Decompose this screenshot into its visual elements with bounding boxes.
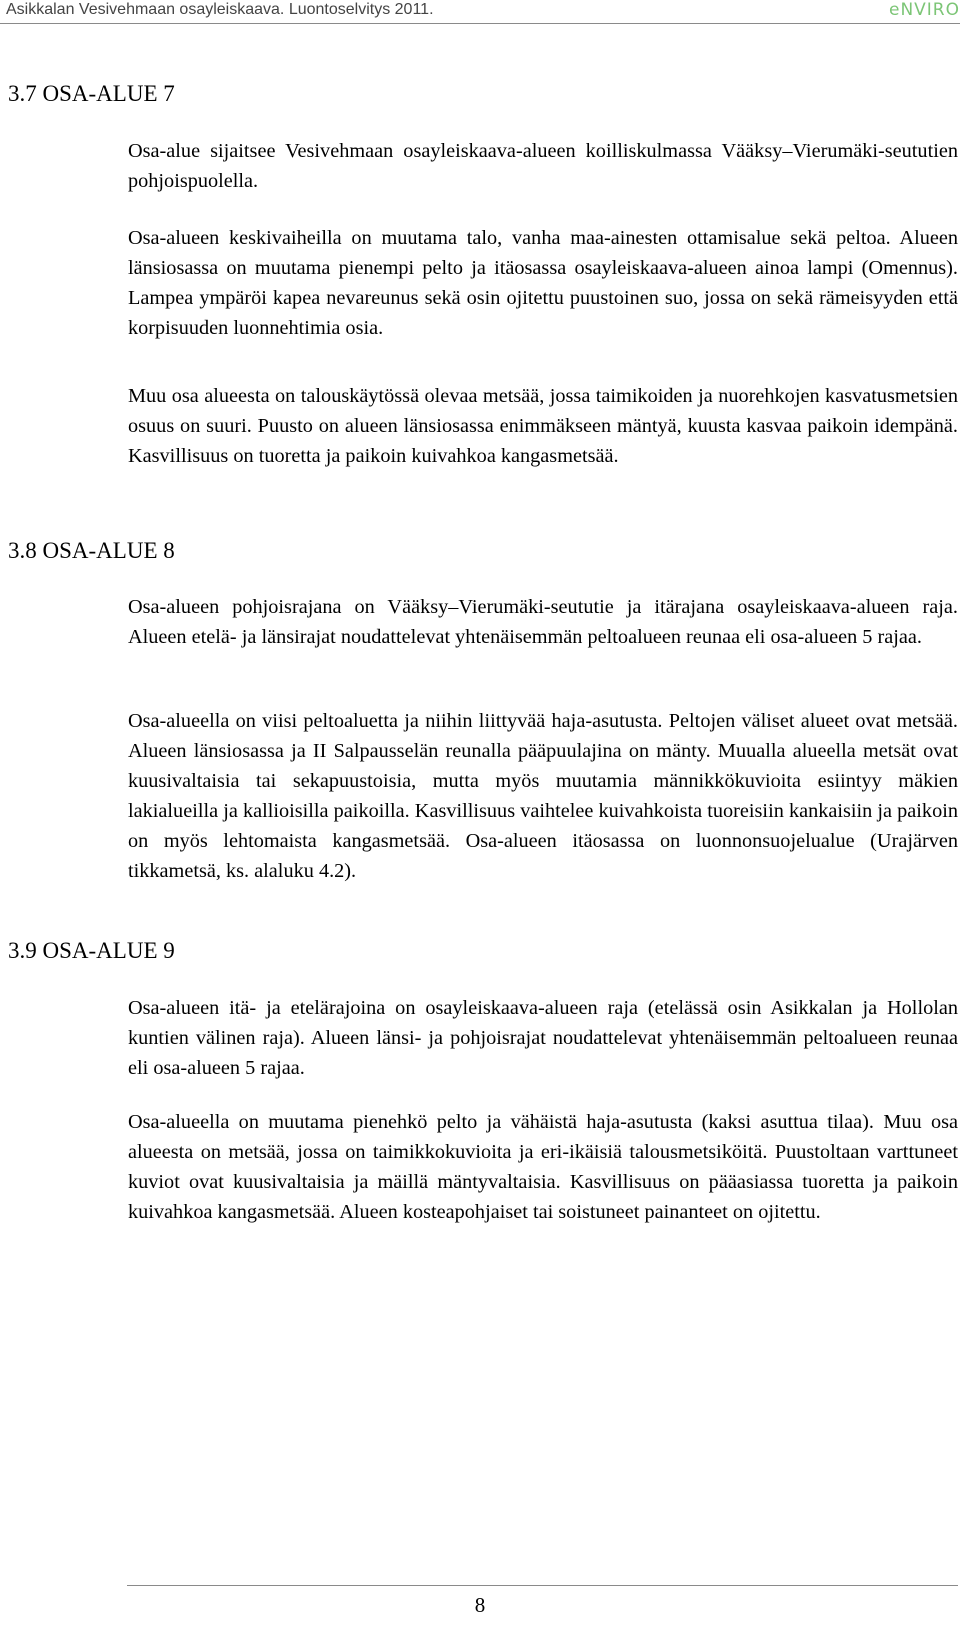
- header-divider: [0, 23, 960, 24]
- paragraph: Osa-alueen keskivaiheilla on muutama talo, vanha maa-ainesten ottamisalue sekä peltoa. Alueen länsiosassa on muutama pienempi pelto ja itäosassa osayleiskaava-alueen ainoa lampi (Omennus). Lampea ympäröi kapea nevareunus sekä osin ojitettu puustoinen suo, jossa on sekä rämeisyyden että korpisuuden luonnehtimia osia.: [128, 227, 958, 339]
- section-heading-3-9: 3.9 OSA-ALUE 9: [8, 938, 175, 963]
- document-title: Asikkalan Vesivehmaan osayleiskaava. Luontoselvitys 2011.: [6, 1, 434, 18]
- enviro-logo: eNVIRO: [888, 0, 960, 20]
- paragraph: Osa-alueella on viisi peltoaluetta ja niihin liittyvää haja-asutusta. Peltojen väliset alueet ovat metsää. Alueen länsiosassa ja II Salpausselän reunalla pääpuulajina on mänty. Muualla alueella metsät ovat kuusivaltaisia tai sekapuustoisia, mutta myös muutamia männikkökuvioita esiintyy mäkien lakialueilla ja kallioisilla paikoilla. Kasvillisuus vaihtelee kuivahkoista tuoreisiin kankaisiin ja paikoin on myös lehtomaista kangasmetsää. Osa-alueen itäosassa on luonnonsuojelualue (Urajärven tikkametsä, ks. alaluku 4.2).: [128, 710, 958, 882]
- paragraph: Osa-alue sijaitsee Vesivehmaan osayleiskaava-alueen koilliskulmassa Vääksy–Vierumäki-seututien pohjoispuolella.: [128, 140, 958, 192]
- paragraph: Osa-alueen pohjoisrajana on Vääksy–Vierumäki-seututie ja itärajana osayleiskaava-alueen raja. Alueen etelä- ja länsirajat noudattelevat yhtenäisemmän peltoalueen reunaa eli osa-alueen 5 rajaa.: [128, 596, 958, 648]
- page-header: [0, 0, 960, 24]
- page-number: 8: [474, 1593, 486, 1617]
- paragraph: Osa-alueella on muutama pienehkö pelto ja vähäistä haja-asutusta (kaksi asuttua tilaa). Muu osa alueesta on metsää, jossa on taimikkokuvioita ja eri-ikäisiä talousmetsiköitä. Puustoltaan varttuneet kuviot ovat kuusivaltaisia ja mäillä mäntyvaltaisia. Kasvillisuus on pääasiassa tuoretta ja paikoin kuivahkoa kangasmetsää. Alueen kosteapohjaiset tai soistuneet painanteet on ojitettu.: [128, 1111, 958, 1223]
- paragraph: Muu osa alueesta on talouskäytössä olevaa metsää, jossa taimikoiden ja nuorehkojen kasvatusmetsien osuus on suuri. Puusto on alueen länsiosassa enimmäkseen mäntyä, kuusta kasvaa paikoin idempänä. Kasvillisuus on tuoretta ja paikoin kuivahkoa kangasmetsää.: [128, 385, 958, 467]
- paragraph: Osa-alueen itä- ja etelärajoina on osayleiskaava-alueen raja (etelässä osin Asikkalan ja Hollolan kuntien välinen raja). Alueen länsi- ja pohjoisrajat noudattelevat yhtenäisemmän peltoalueen reunaa eli osa-alueen 5 rajaa.: [128, 997, 958, 1079]
- footer-divider: [127, 1585, 958, 1586]
- section-heading-3-8: 3.8 OSA-ALUE 8: [8, 538, 175, 563]
- section-heading-3-7: 3.7 OSA-ALUE 7: [8, 81, 175, 106]
